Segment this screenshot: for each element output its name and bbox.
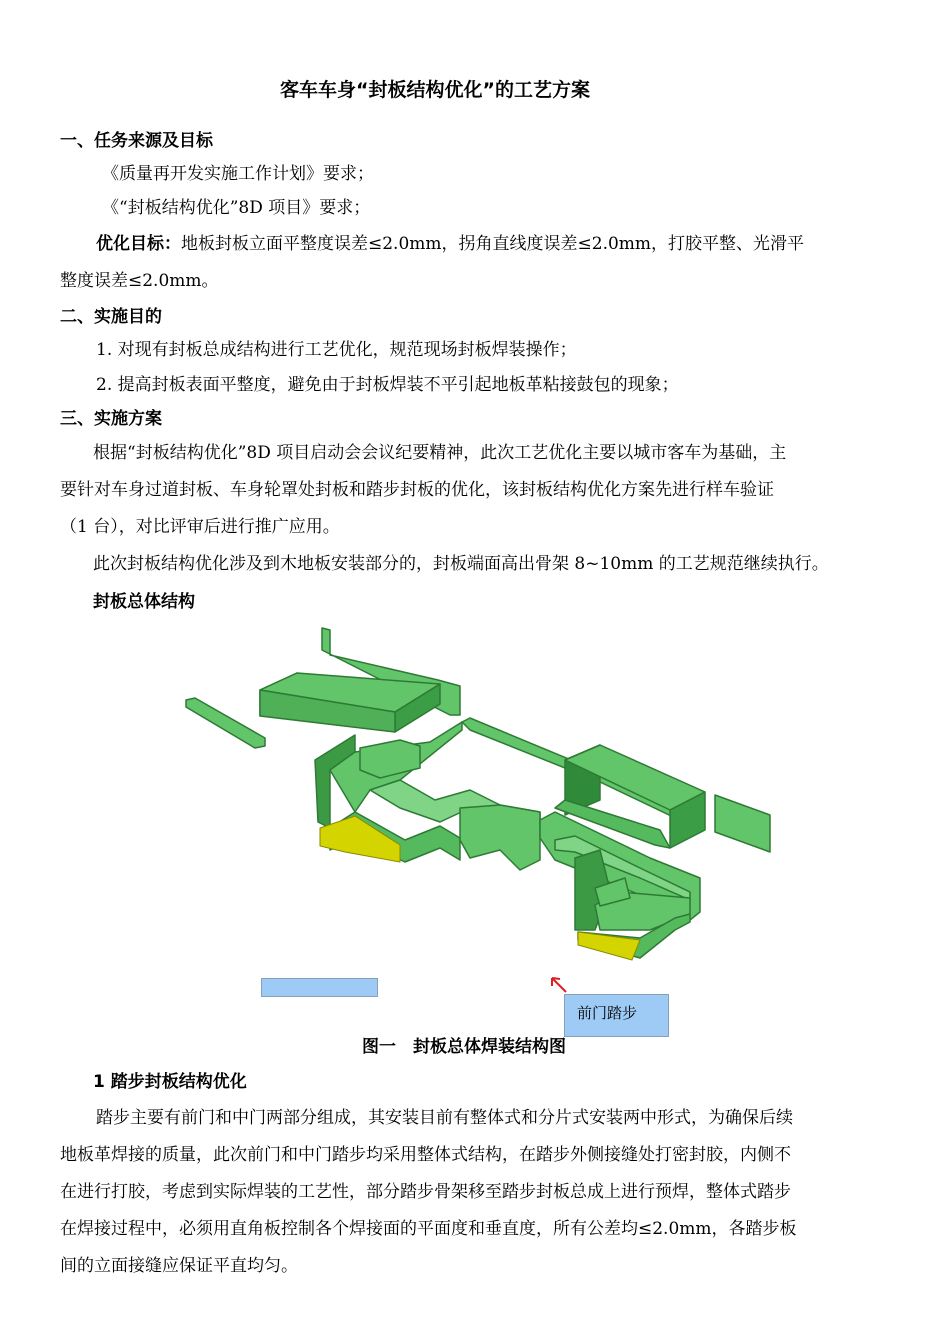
- document-title: 客车车身“封板结构优化”的工艺方案: [280, 79, 590, 101]
- section-1-line-2: 《“封板结构优化”8D 项目》要求；: [102, 198, 371, 218]
- callout-front-door-step-label: 前门踏步: [577, 1004, 638, 1022]
- goal-label: 优化目标：: [96, 234, 181, 254]
- front-step-yellow-panel-right: [578, 932, 640, 960]
- figure-caption: 图一 封板总体焊装结构图: [362, 1037, 566, 1057]
- section-3-para-1-line-1: 根据“封板结构优化”8D 项目启动会会议纪要精神，此次工艺优化主要以城市客车为基础，主: [93, 443, 787, 463]
- section-3-para-2: 此次封板结构优化涉及到木地板安装部分的，封板端面高出骨架 8~10mm 的工艺规范继续执行。: [93, 554, 829, 574]
- subsection-1-line-4: 在焊接过程中，必须用直角板控制各个焊接面的平面度和垂直度，所有公差均≤2.0mm，各踏步板: [60, 1219, 797, 1239]
- callout-left: [261, 978, 378, 997]
- center-rect-box: [360, 740, 420, 778]
- section-3-subheading: 封板总体结构: [93, 592, 195, 612]
- section-2-item-2: 2. 提高封板表面平整度，避免由于封板焊装不平引起地板革粘接鼓包的现象；: [96, 375, 679, 395]
- subsection-1-heading: 1 踏步封板结构优化: [93, 1072, 247, 1092]
- center-frame-column: [460, 805, 540, 870]
- section-1-goal-continued: 整度误差≤2.0mm。: [60, 271, 219, 291]
- left-strip-panel: [186, 698, 265, 748]
- section-1-heading: 一、任务来源及目标: [60, 131, 213, 151]
- callout-arrow-icon: [552, 978, 566, 992]
- section-3-heading: 三、实施方案: [60, 409, 162, 429]
- section-3-para-1-line-3: （1 台），对比评审后进行推广应用。: [60, 517, 340, 537]
- callout-front-door-step: [564, 994, 669, 1037]
- subsection-1-line-5: 间的立面接缝应保证平直均匀。: [60, 1256, 298, 1276]
- subsection-1-line-2: 地板革焊接的质量，此次前门和中门踏步均采用整体式结构，在踏步外侧接缝处打密封胶，内侧不: [60, 1145, 791, 1165]
- subsection-1-line-3: 在进行打胶，考虑到实际焊装的工艺性，部分踏步骨架移至踏步封板总成上进行预焊，整体式踏步: [60, 1182, 791, 1202]
- goal-text: 地板封板立面平整度误差≤2.0mm，拐角直线度误差≤2.0mm，打胶平整、光滑平: [181, 234, 805, 254]
- subsection-1-line-1: 踏步主要有前门和中门两部分组成，其安装目前有整体式和分片式安装两中形式，为确保后续: [96, 1108, 793, 1128]
- front-step-yellow-panel-left: [320, 816, 400, 862]
- section-2-heading: 二、实施目的: [60, 307, 162, 327]
- section-2-item-1: 1. 对现有封板总成结构进行工艺优化，规范现场封板焊装操作；: [96, 340, 577, 360]
- far-right-flap: [715, 795, 770, 852]
- section-3-para-1-line-2: 要针对车身过道封板、车身轮罩处封板和踏步封板的优化，该封板结构优化方案先进行样车验证: [60, 480, 774, 500]
- section-1-line-1: 《质量再开发实施工作计划》要求；: [102, 164, 374, 184]
